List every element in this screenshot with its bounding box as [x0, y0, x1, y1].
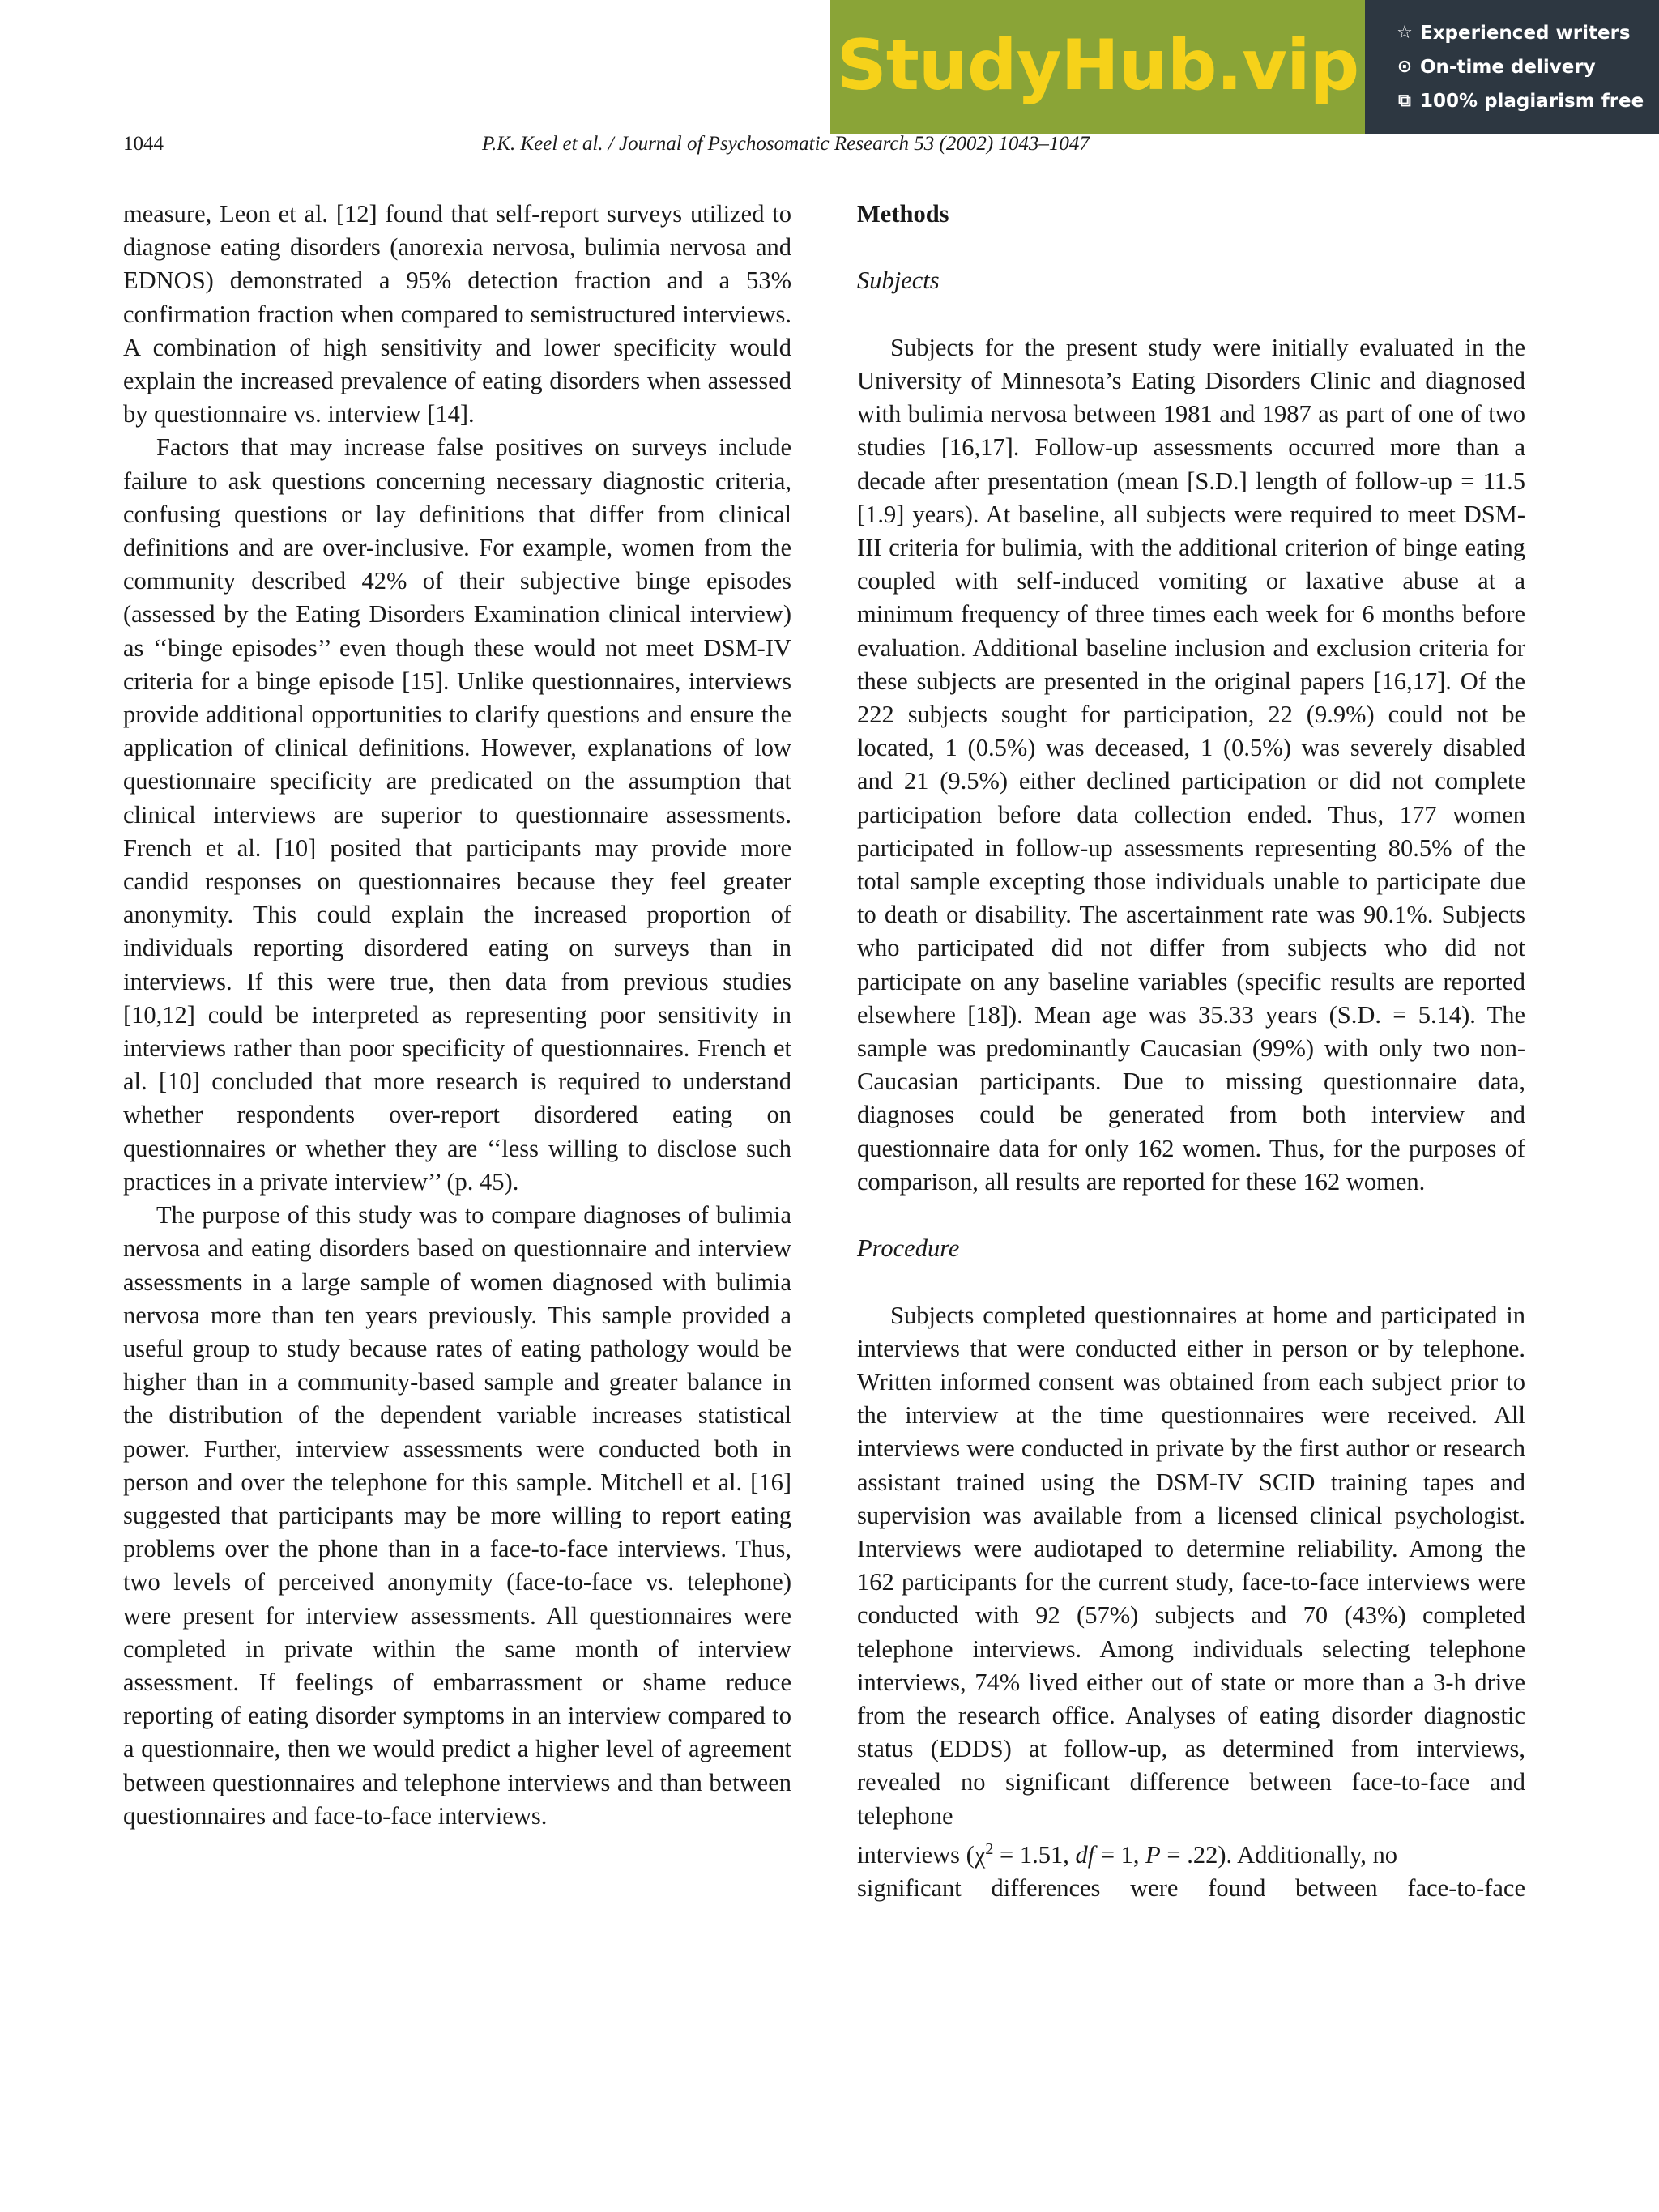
running-head: P.K. Keel et al. / Journal of Psychosomatic Research 53 (2002) 1043–1047: [482, 133, 1090, 155]
spacer: [857, 1199, 1525, 1232]
brand-panel: [830, 0, 1365, 134]
statistic-line: interviews ($\chi^2 = 1.51$, df = 1, P = .22). Additionally, no: [857, 1839, 1398, 1869]
paragraph: measure, Leon et al. [12] found that self-report surveys utilized to diagnose eating disorders (anorexia nervosa, bulimia nervosa and EDNOS) demonstrated a 95% detection fraction and a 53% confirmation fraction when compared to semistructured interviews. A combination of high sensitivity and lower specificity would explain the increased prevalence of eating disorders when assessed by questionnaire vs. interview [14].: [123, 200, 791, 428]
ad-banner[interactable]: [830, 0, 1659, 134]
feature-label: 100% plagiarism free: [1420, 91, 1644, 112]
left-column: [123, 198, 791, 1833]
paragraph: Factors that may increase false positives on surveys include failure to ask questions concerning necessary diagnostic criteria, confusing questions or lay definitions that differ from clinical definitions and are over-inclusive. For example, women from the community described 42% of their subjective binge episodes (assessed by the Eating Disorders Examination clinical interview) as ‘‘binge episodes’’ even though these would not meet DSM-IV criteria for a binge episode [15]. Unlike questionnaires, interviews provide additional opportunities to clarify questions and ensure the application of clinical definitions. However, explanations of low questionnaire specificity are predicated on the assumption that clinical interviews are superior to questionnaire assessments. French et al. [10] posited that participants may provide more candid responses on questionnaires because they feel greater anonymity. This could explain the increased proportion of individuals reporting disordered eating on surveys than in interviews. If this were true, then data from previous studies [10,12] could be interpreted as representing poor sensitivity in interviews rather than poor specificity of questionnaires. French et al. [10] concluded that more research is required to understand whether respondents over-report disordered eating on questionnaires or whether they are ‘‘less willing to disclose such practices in a private interview’’ (p. 45).: [123, 433, 791, 1196]
feature-label: Experienced writers: [1420, 23, 1631, 44]
brand-logo: StudyHub.vip: [836, 25, 1359, 106]
right-column: [857, 198, 1525, 1905]
feature-experienced-writers: [1394, 16, 1659, 50]
paragraph: The purpose of this study was to compare diagnoses of bulimia nervosa and eating disorders based on questionnaire and interview assessments in a large sample of women diagnosed with bulimia nervosa more than ten years previously. This sample provided a useful group to study because rates of eating pathology would be higher than in a community-based sample and greater balance in the distribution of the dependent variable increases statistical power. Further, interview assessments were conducted both in person and over the telephone for this sample. Mitchell et al. [16] suggested that participants may be more willing to report eating problems over the phone than in a face-to-face interviews. Thus, two levels of perceived anonymity (face-to-face vs. telephone) were present for interview assessments. All questionnaires were completed in private within the same month of interview assessment. If feelings of embarrassment or shame reduce reporting of eating disorder symptoms in an interview compared to a questionnaire, then we would predict a higher level of agreement between questionnaires and telephone interviews and than between questionnaires and face-to-face interviews.: [123, 1201, 791, 1830]
subsection-heading-subjects: Subjects: [857, 266, 940, 295]
spacer: [857, 1265, 1525, 1298]
spacer: [857, 298, 1525, 331]
subsection-heading-procedure: Procedure: [857, 1234, 960, 1263]
paragraph: Subjects for the present study were initially evaluated in the University of Minnesota’s Eating Disorders Clinic and diagnosed with bulimia nervosa between 1981 and 1987 as part of one of two studies [16,17]. Follow-up assessments occurred more than a decade after presentation (mean [S.D.] length of follow-up = 11.5 [1.9] years). At baseline, all subjects were required to meet DSM-III criteria for bulimia, with the additional criterion of binge eating coupled with self-induced vomiting or laxative abuse at a minimum frequency of three times each week for 6 months before evaluation. Additional baseline inclusion and exclusion criteria for these subjects are presented in the original papers [16,17]. Of the 222 subjects sought for participation, 22 (9.9%) could not be located, 1 (0.5%) was deceased, 1 (0.5%) was severely disabled and 21 (9.5%) either declined participation or did not complete participation before data collection ended. Thus, 177 women participated in follow-up assessments representing 80.5% of the total sample excepting those individuals unable to participate due to death or disability. The ascertainment rate was 90.1%. Subjects who participated did not differ from subjects who did not participate on any baseline variables (specific results are reported elsewhere [18]). Mean age was 35.33 years (S.D. = 5.14). The sample was predominantly Caucasian (99%) with only two non-Caucasian participants. Due to missing questionnaire data, diagnoses could be generated from both interview and questionnaire data for only 162 women. Thus, for the purposes of comparison, all results are reported for these 162 women.: [857, 333, 1525, 1196]
feature-on-time-delivery: [1394, 50, 1659, 84]
feature-list: [1365, 0, 1659, 134]
chi-symbol: χ: [974, 1841, 986, 1869]
star-outline-icon: ☆: [1397, 23, 1413, 43]
page-number: 1044: [123, 133, 164, 155]
clock-icon: ⊙: [1397, 57, 1413, 77]
feature-label: On-time delivery: [1420, 57, 1596, 78]
section-heading-methods: Methods: [857, 200, 949, 228]
copy-icon: ⧉: [1398, 91, 1411, 111]
spacer: [857, 231, 1525, 264]
paragraph: Subjects completed questionnaires at home and participated in interviews that were conducted either in person or by telephone. Written informed consent was obtained from each subject prior to the interview at the time questionnaires were received. All interviews were conducted in private by the first author or research assistant trained using the DSM-IV SCID training tapes and supervision was available from a licensed clinical psychologist. Interviews were audiotaped to determine reliability. Among the 162 participants for the current study, face-to-face interviews were conducted with 92 (57%) subjects and 70 (43%) completed telephone interviews. Among individuals selecting telephone interviews, 74% lived either out of state or more than a 3-h drive from the research office. Analyses of eating disorder diagnostic status (EDDS) at follow-up, as determined from interviews, revealed no significant difference between face-to-face and telephone: [857, 1301, 1525, 1830]
paragraph-tail: significant differences were found between face-to-face: [857, 1874, 1525, 1903]
feature-plagiarism-free: [1394, 84, 1659, 118]
